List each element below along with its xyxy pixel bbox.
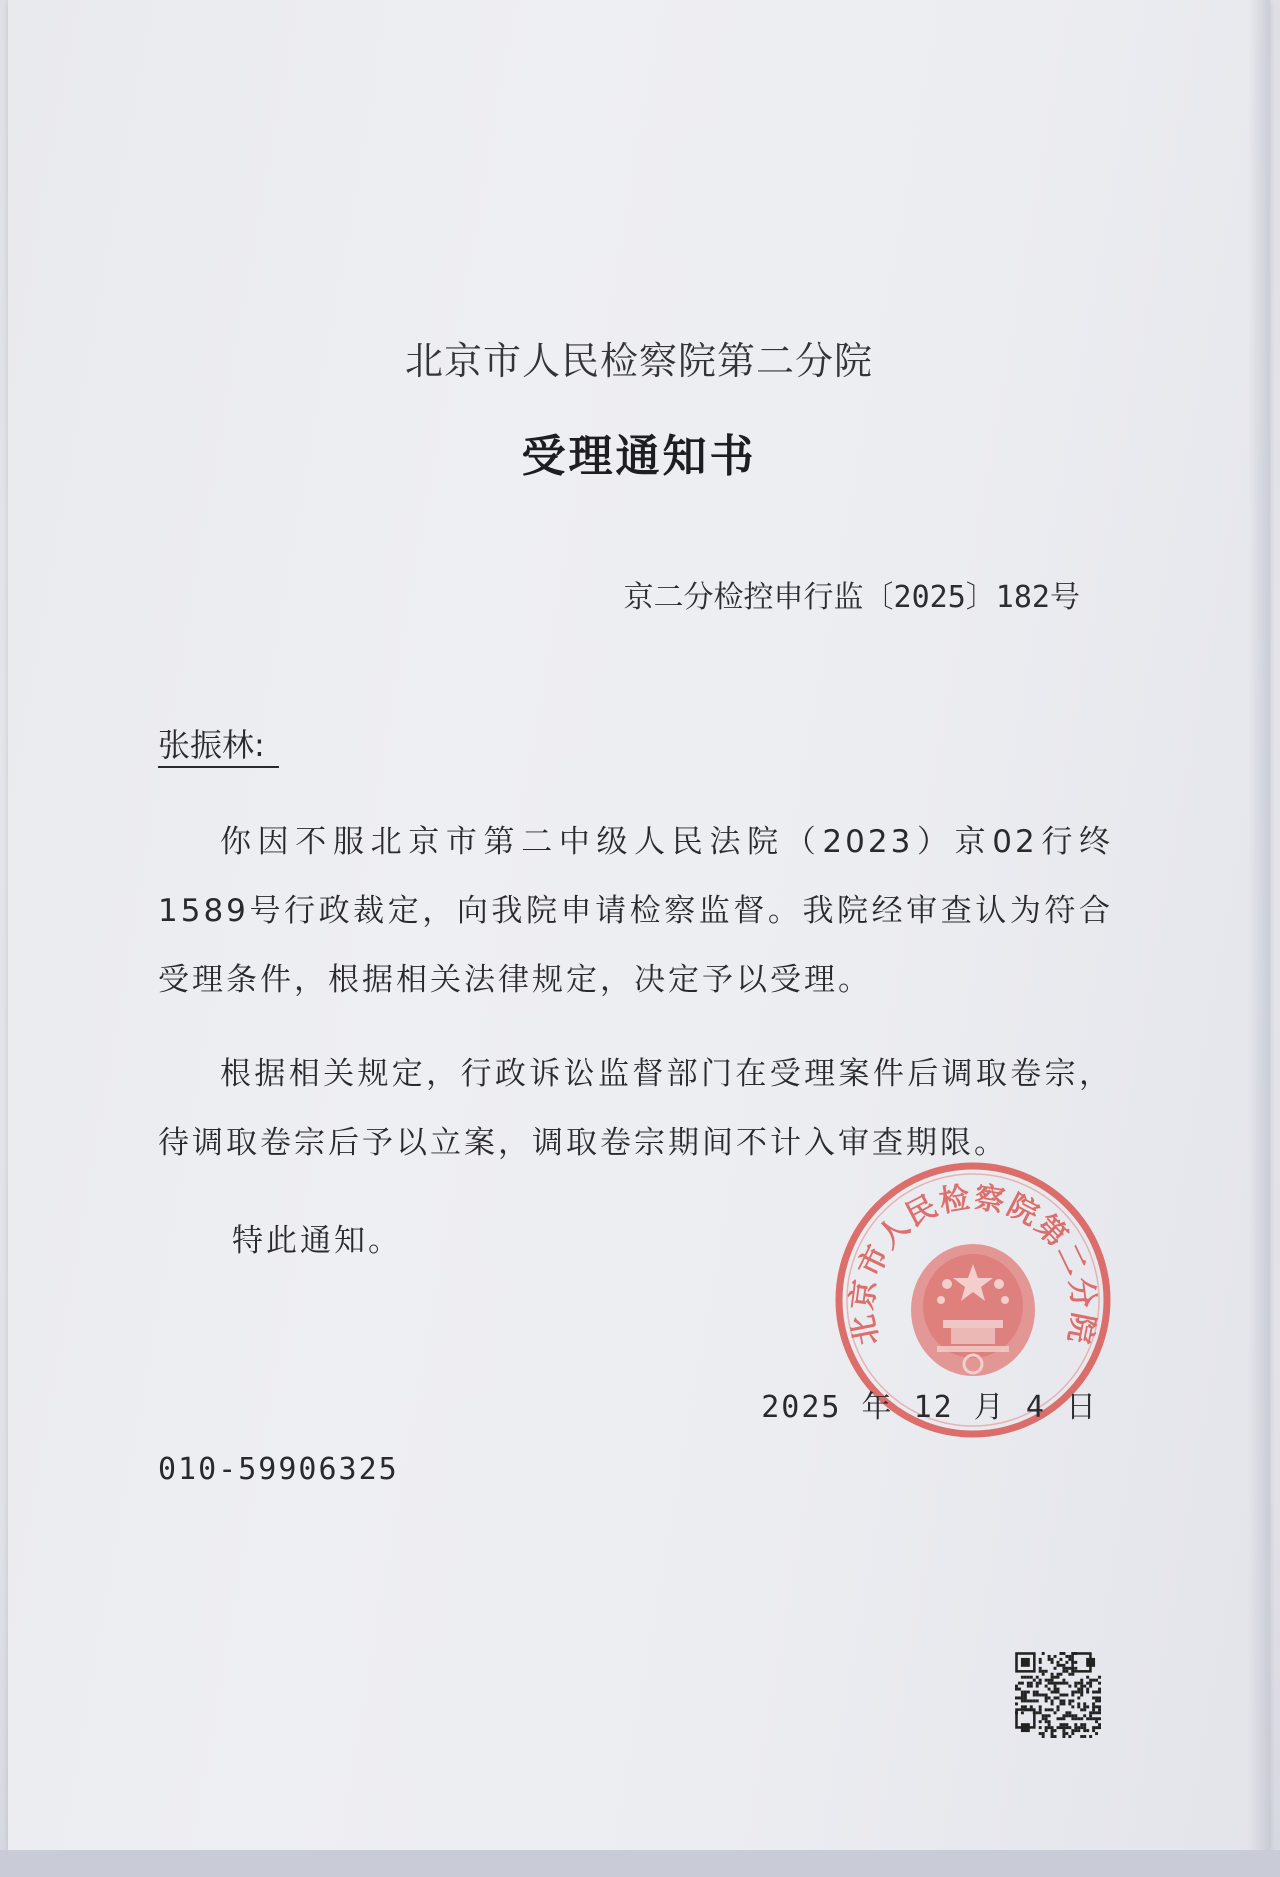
body-paragraph-2: 根据相关规定，行政诉讼监督部门在受理案件后调取卷宗，待调取卷宗后予以立案，调取卷宗期间不计入审查期限。 [158,1056,1113,1161]
addressee: 张振林: [158,724,279,768]
qr-code-icon [1015,1652,1101,1738]
table-surface [0,1850,1280,1877]
document-page [8,0,1270,1850]
closing-line: 特此通知。 [232,1223,402,1259]
seal-text: 北京市人民检察院第二分院 [844,1180,1102,1349]
issue-date: 2025 年 12 月 4 日 [761,1390,1098,1425]
organization-name: 北京市人民检察院第二分院 [404,339,873,383]
document-title: 受理通知书 [521,431,757,482]
national-emblem-icon [911,1244,1035,1376]
document-number: 京二分检控申行监〔2025〕182号 [623,580,1080,615]
contact-phone: 010-59906325 [158,1452,399,1487]
page-edge-shadow [1248,0,1270,1850]
body-paragraph-1: 你因不服北京市第二中级人民法院（2023）京02行终1589号行政裁定，向我院申请检察监督。我院经审查认为符合受理条件，根据相关法律规定，决定予以受理。 [158,824,1113,998]
